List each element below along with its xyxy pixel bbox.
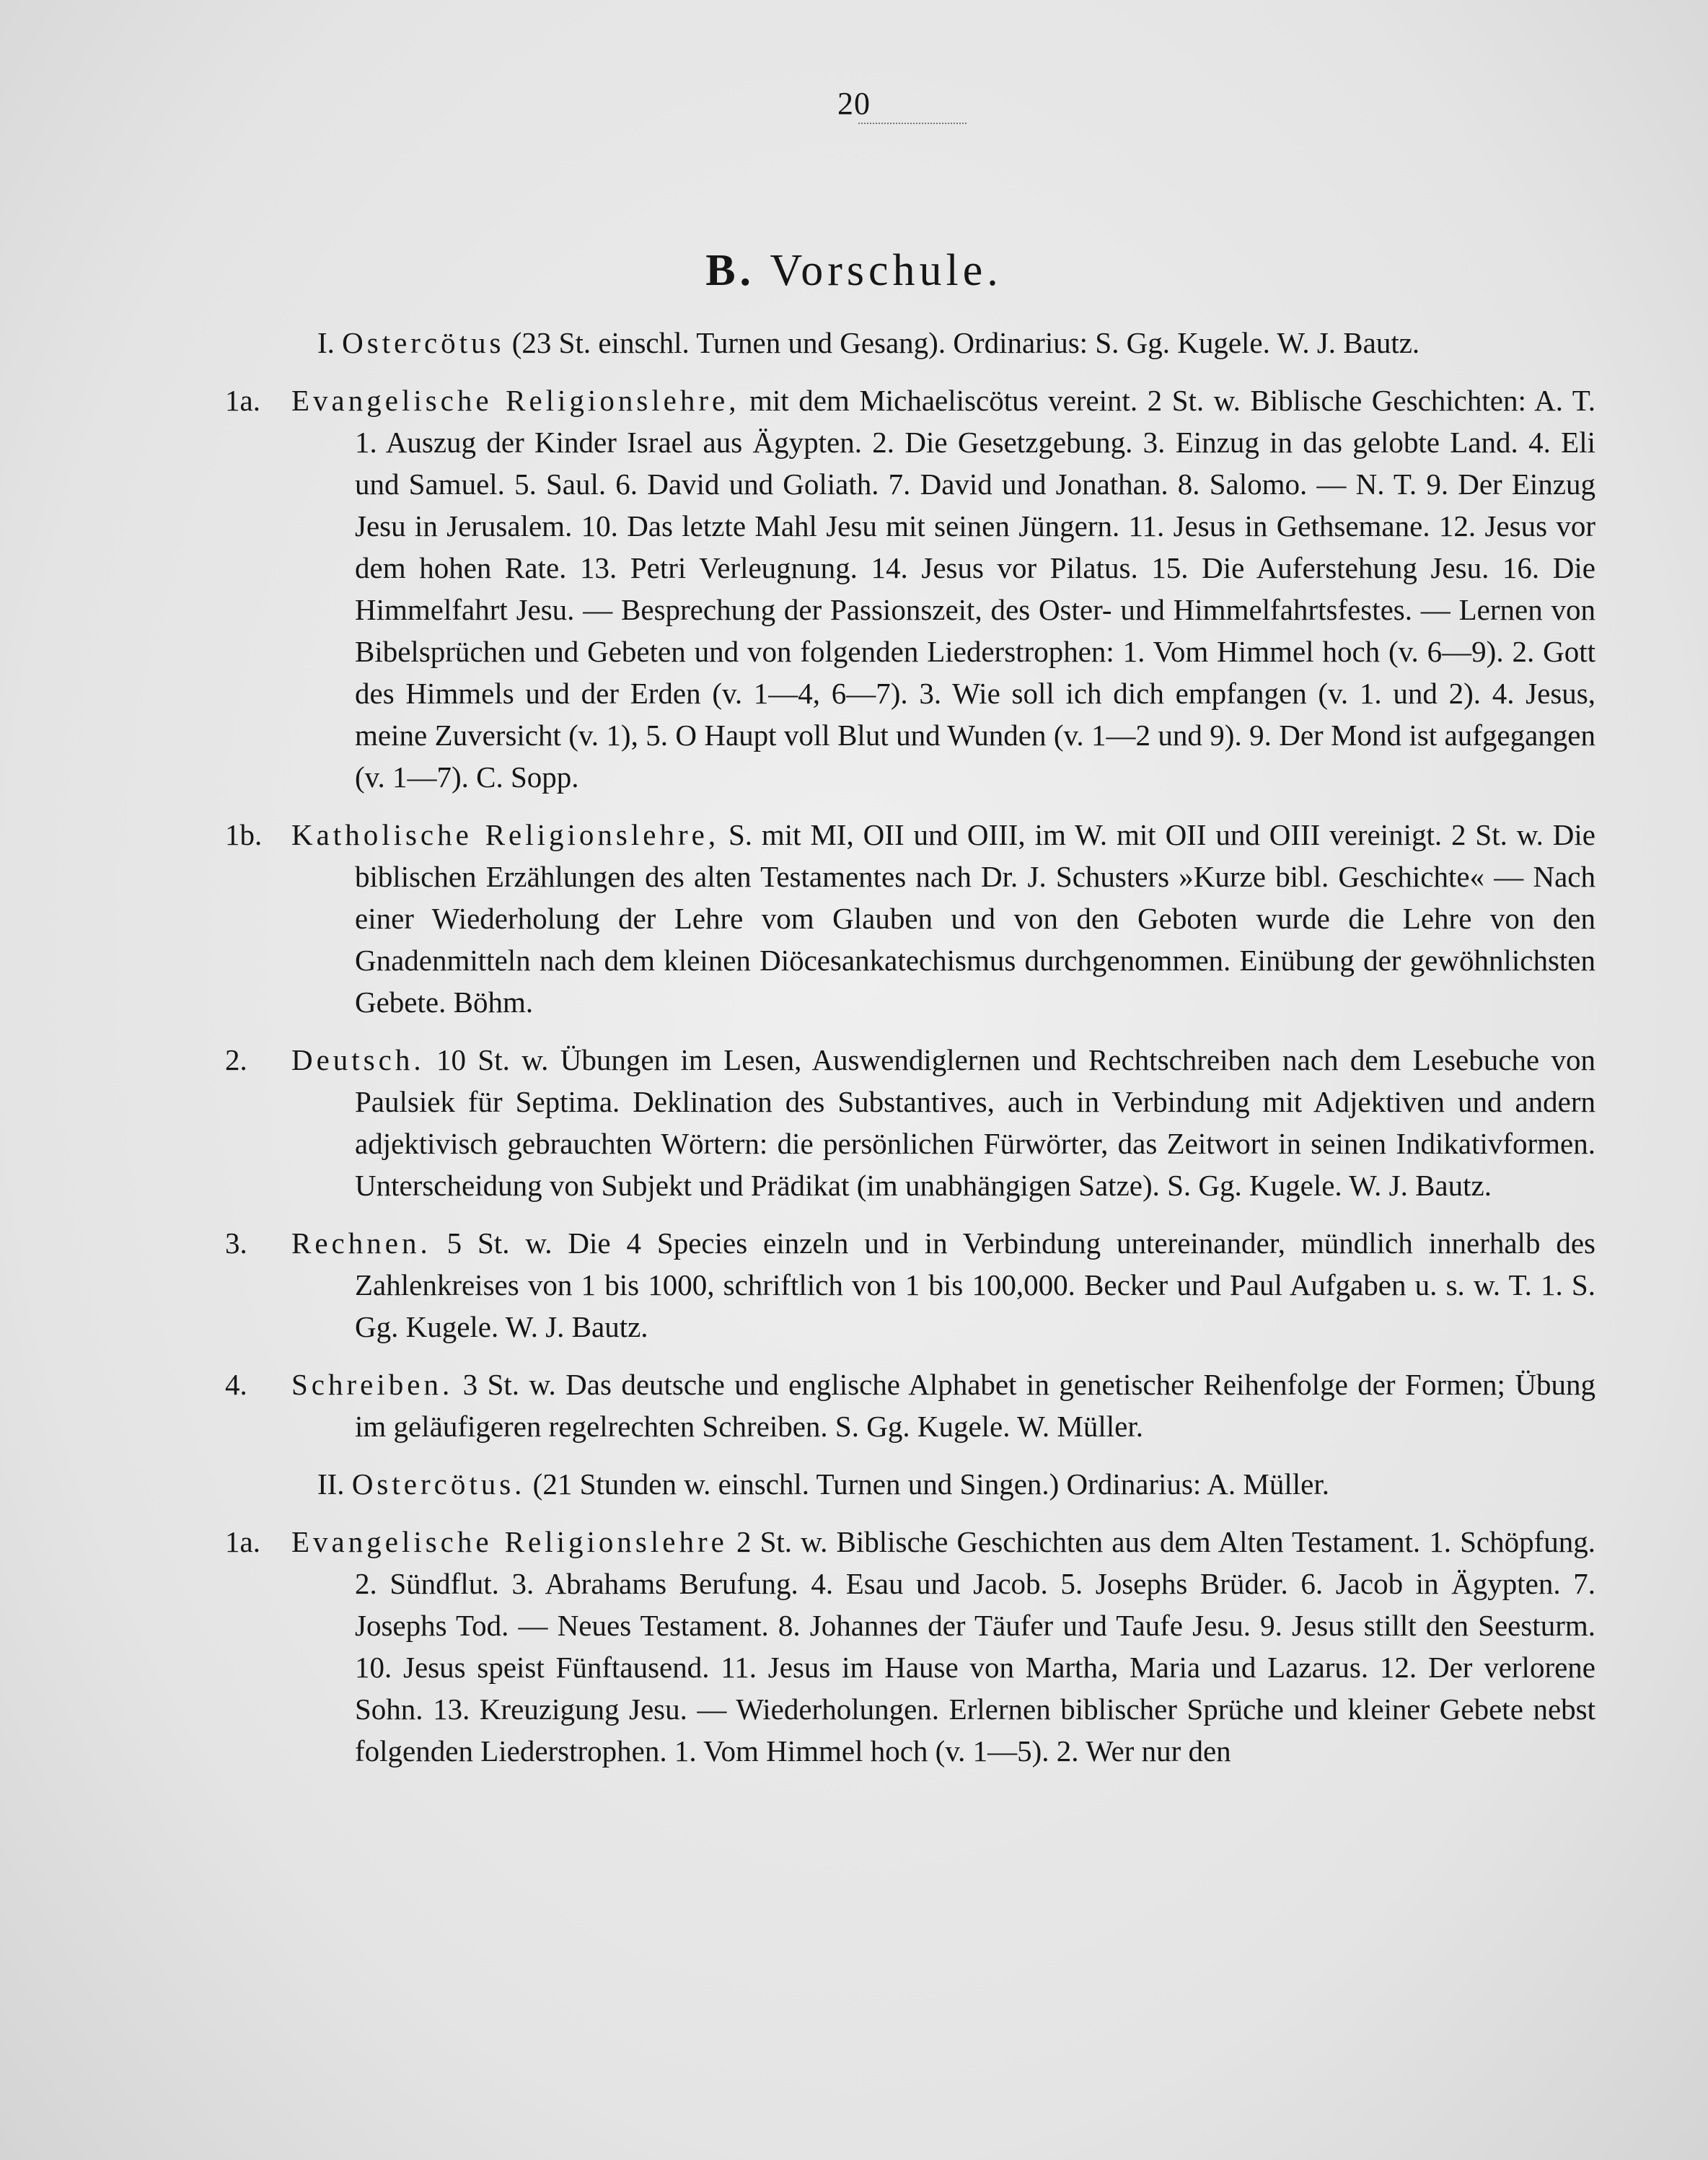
entry-number: 1a. [225, 1525, 260, 1558]
entry-text: 5 St. w. Die 4 Species einzeln und in Verbindung untereinander, mündlich innerhalb des Zahlenkreises von 1 bis 1000, schriftlich von 1 bis 100,000. Becker und Paul Aufgaben u. s. w. T. 1. S. Gg. Kugele. W. J. Bautz. [355, 1226, 1596, 1343]
subject-entry [225, 1364, 1595, 1447]
subject-entry [225, 379, 1595, 798]
entry-number: 4. [225, 1368, 247, 1401]
subject-entry [225, 814, 1595, 1023]
subject-name: Deutsch. [291, 1043, 425, 1076]
subject-name: Schreiben. [291, 1368, 454, 1401]
subject-name: Evangelische Religionslehre [291, 1525, 728, 1558]
subject-entry [225, 1521, 1595, 1772]
subject-entry [225, 1222, 1595, 1348]
entry-text: 10 St. w. Übungen im Lesen, Auswendiglernen und Rechtschreiben nach dem Lesebuche von Paulsiek für Septima. Deklination des Substantives, auch in Verbindung mit Adjektiven und andern adjektivisch gebrauchten Wörtern: die persönlichen Fürwörter, das Zeitwort in seinen Indikativformen. Unterscheidung von Subjekt und Prädikat (im unabhängigen Satze). S. Gg. Kugele. W. J. Bautz. [355, 1043, 1595, 1202]
document-body [225, 322, 1595, 1772]
entry-number: 2. [225, 1043, 247, 1076]
section-name: Vorschule. [770, 246, 1003, 295]
entry-number: 3. [225, 1226, 247, 1260]
entry-text: 3 St. w. Das deutsche und englische Alphabet in genetischer Reihenfolge der Formen; Übung im geläufigeren regelrechten Schreiben. S. Gg. Kugele. W. Müller. [355, 1368, 1596, 1443]
subject-name: Katholische Religionslehre, [291, 818, 720, 851]
course-numeral: I. [317, 326, 335, 359]
entry-text: S. mit MI, OII und OIII, im W. mit OII und OIII vereinigt. 2 St. w. Die biblischen Erzählungen des alten Testamentes nach Dr. J. Schusters »Kurze bibl. Geschichte« — Nach einer Wiederholung der Lehre vom Glauben und von den Geboten wurde die Lehre von den Gnadenmitteln nach dem kleinen Diöcesankatechismus durchgenommen. Einübung der gewöhnlichsten Gebete. Böhm. [355, 818, 1596, 1019]
entry-text: 2 St. w. Biblische Geschichten aus dem Alten Testament. 1. Schöpfung. 2. Sündflut. 3. Abrahams Berufung. 4. Esau und Jacob. 5. Josephs Brüder. 6. Jacob in Ägypten. 7. Josephs Tod. — Neues Testament. 8. Johannes der Täufer und Taufe Jesu. 9. Jesus stillt den Seesturm. 10. Jesus speist Fünftausend. 11. Jesus im Hause von Martha, Maria und Lazarus. 12. Der verlorene Sohn. 13. Kreuzigung Jesu. — Wiederholungen. Erlernen biblischer Sprüche und kleiner Gebete nebst folgenden Liederstrophen. 1. Vom Himmel hoch (v. 1—5). 2. Wer nur den [355, 1525, 1596, 1768]
course-name: Ostercötus [342, 326, 505, 359]
course-details: (23 St. einschl. Turnen und Gesang). Ordinarius: S. Gg. Kugele. W. J. Bautz. [511, 326, 1420, 359]
course-heading [225, 1463, 1595, 1505]
course-heading [225, 322, 1595, 364]
section-letter: B. [705, 246, 756, 295]
course-numeral: II. [317, 1467, 345, 1501]
subject-name: Rechnen. [291, 1226, 431, 1260]
entry-text: mit dem Michaeliscötus vereint. 2 St. w. Biblische Geschichten: A. T. 1. Auszug der Kinder Israel aus Ägypten. 2. Die Gesetzgebung. 3. Einzug in das gelobte Land. 4. Eli und Samuel. 5. Saul. 6. David und Goliath. 7. David und Jonathan. 8. Salomo. — N. T. 9. Der Einzug Jesu in Jerusalem. 10. Das letzte Mahl Jesu mit seinen Jüngern. 11. Jesus in Gethsemane. 12. Jesus vor dem hohen Rate. 13. Petri Verleugnung. 14. Jesus vor Pilatus. 15. Die Auferstehung Jesu. 16. Die Himmelfahrt Jesu. — Besprechung der Passionszeit, des Oster- und Himmelfahrtsfestes. — Lernen von Bibelsprüchen und Gebeten und von folgenden Liederstrophen: 1. Vom Himmel hoch (v. 6—9). 2. Gott des Himmels und der Erden (v. 1—4, 6—7). 3. Wie soll ich dich empfangen (v. 1. und 2). 4. Jesus, meine Zuversicht (v. 1), 5. O Haupt voll Blut und Wunden (v. 1—2 und 9). 9. Der Mond ist aufgegangen (v. 1—7). C. Sopp. [355, 384, 1595, 794]
section-title [0, 245, 1708, 297]
subject-entry [225, 1039, 1595, 1206]
subject-name: Evangelische Religionslehre, [291, 384, 740, 417]
page-number-rule [858, 123, 967, 124]
course-name: Ostercötus. [351, 1467, 526, 1501]
entry-number: 1a. [225, 384, 260, 417]
page-number: 20 [837, 86, 871, 121]
entry-number: 1b. [225, 818, 263, 851]
course-details: (21 Stunden w. einschl. Turnen und Singen.) Ordinarius: A. Müller. [532, 1467, 1329, 1501]
